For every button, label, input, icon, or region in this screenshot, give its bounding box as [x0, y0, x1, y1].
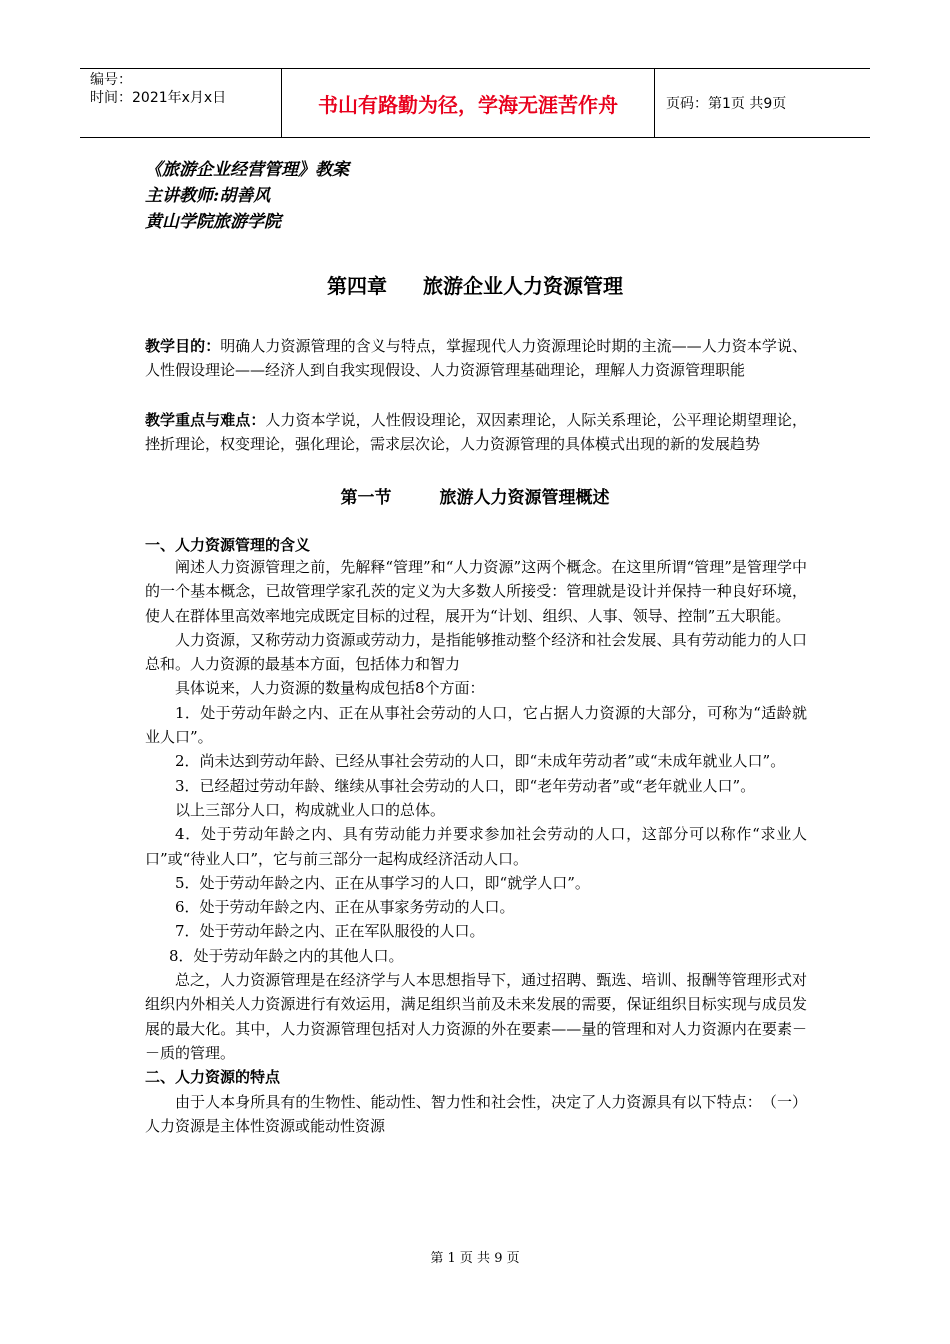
- time-label: 时间：2021年x月x日: [90, 90, 227, 106]
- part1-heading: 一、人力资源管理的含义: [145, 536, 311, 554]
- part1-paragraph: 人力资源，又称劳动力资源或劳动力，是指能够推动整个经济和社会发展、具有劳动能力的人口总和。人力资源的最基本方面，包括体力和智力: [145, 630, 807, 674]
- keypoints-label: 教学重点与难点：: [145, 411, 266, 429]
- teaching-keypoints: [145, 408, 807, 457]
- part1-paragraph: 以上三部分人口，构成就业人口的总体。: [175, 800, 446, 819]
- keypoints-text: 人力资本学说，人性假设理论，双因素理论，人际关系理论，公平理论期望理论，挫折理论，权变理论，强化理论，需求层次论，人力资源管理的具体模式出现的新的发展趋势: [145, 411, 807, 454]
- list-item: 2．尚未达到劳动年龄、已经从事社会劳动的人口，即“未成年劳动者”或“未成年就业人口”。: [175, 752, 786, 771]
- section-heading: [0, 483, 950, 508]
- part2-heading: 二、人力资源的特点: [145, 1068, 281, 1087]
- section-title: 旅游人力资源管理概述: [439, 488, 610, 508]
- list-item: 3．已经超过劳动年龄、继续从事社会劳动的人口，即“老年劳动者”或“老年就业人口”。: [175, 776, 756, 795]
- header-motto: 书山有路勤为径，学海无涯苦作舟: [281, 69, 655, 137]
- list-item: 5．处于劳动年龄之内、正在从事学习的人口，即“就学人口”。: [175, 873, 590, 892]
- teaching-objectives: [145, 334, 807, 383]
- list-item: 8．处于劳动年龄之内的其他人口。: [169, 946, 404, 965]
- list-item: 4．处于劳动年龄之内、具有劳动能力并要求参加社会劳动的人口，这部分可以称作“求业人口”或“待业人口”，它与前三部分一起构成经济活动人口。: [145, 825, 807, 868]
- objectives-label: 教学目的：: [145, 337, 221, 355]
- list-item: 7．处于劳动年龄之内、正在军队服役的人口。: [175, 922, 485, 941]
- page-footer: 第 1 页 共 9 页: [430, 1251, 520, 1266]
- page-header: [80, 68, 870, 138]
- number-label: 编号：: [90, 72, 132, 88]
- course-teacher: 主讲教师:胡善风: [145, 186, 271, 206]
- chapter-number: 第四章: [327, 274, 387, 298]
- list-item: 1．处于劳动年龄之内、正在从事社会劳动的人口，它占据人力资源的大部分，可称为“适龄就业人口”。: [145, 703, 807, 747]
- chapter-title: 旅游企业人力资源管理: [423, 274, 623, 298]
- part1-body: [145, 555, 807, 1138]
- header-meta: [80, 69, 280, 137]
- list-item: 6．处于劳动年龄之内、正在从事家务劳动的人口。: [175, 898, 515, 917]
- course-school: 黄山学院旅游学院: [145, 212, 281, 232]
- part1-paragraph: 具体说来，人力资源的数量构成包括8个方面：: [175, 679, 485, 698]
- course-intro: [145, 157, 349, 235]
- chapter-heading: [0, 270, 950, 299]
- part1-paragraph: 总之，人力资源管理是在经济学与人本思想指导下，通过招聘、甄选、培训、报酬等管理形式对组织内外相关人力资源进行有效运用，满足组织当前及未来发展的需要，保证组织目标实现与成员发展的最大化。其中，人力资源管理包括对人力资源的外在要素——量的管理和对人力资源内在要素－－质的管理。: [145, 971, 807, 1062]
- section-number: 第一节: [340, 488, 392, 508]
- header-page-code: 页码：第1页 共9页: [666, 96, 787, 112]
- course-title: 《旅游企业经营管理》教案: [145, 160, 349, 180]
- part2-paragraph: 由于人本身所具有的生物性、能动性、智力性和社会性，决定了人力资源具有以下特点： （一）人力资源是主体性资源或能动性资源: [145, 1092, 807, 1135]
- part1-paragraph: 阐述人力资源管理之前，先解释“管理”和“人力资源”这两个概念。在这里所谓“管理”是管理学中的一个基本概念，已故管理学家孔茨的定义为大多数人所接受：管理就是设计并保持一种良好环境，使人在群体里高效率地完成既定目标的过程，展开为“计划、组织、人事、领导、控制”五大职能。: [145, 558, 807, 625]
- objectives-text: 明确人力资源管理的含义与特点，掌握现代人力资源理论时期的主流——人力资本学说、人性假设理论——经济人到自我实现假设、人力资源管理基础理论，理解人力资源管理职能: [145, 337, 807, 380]
